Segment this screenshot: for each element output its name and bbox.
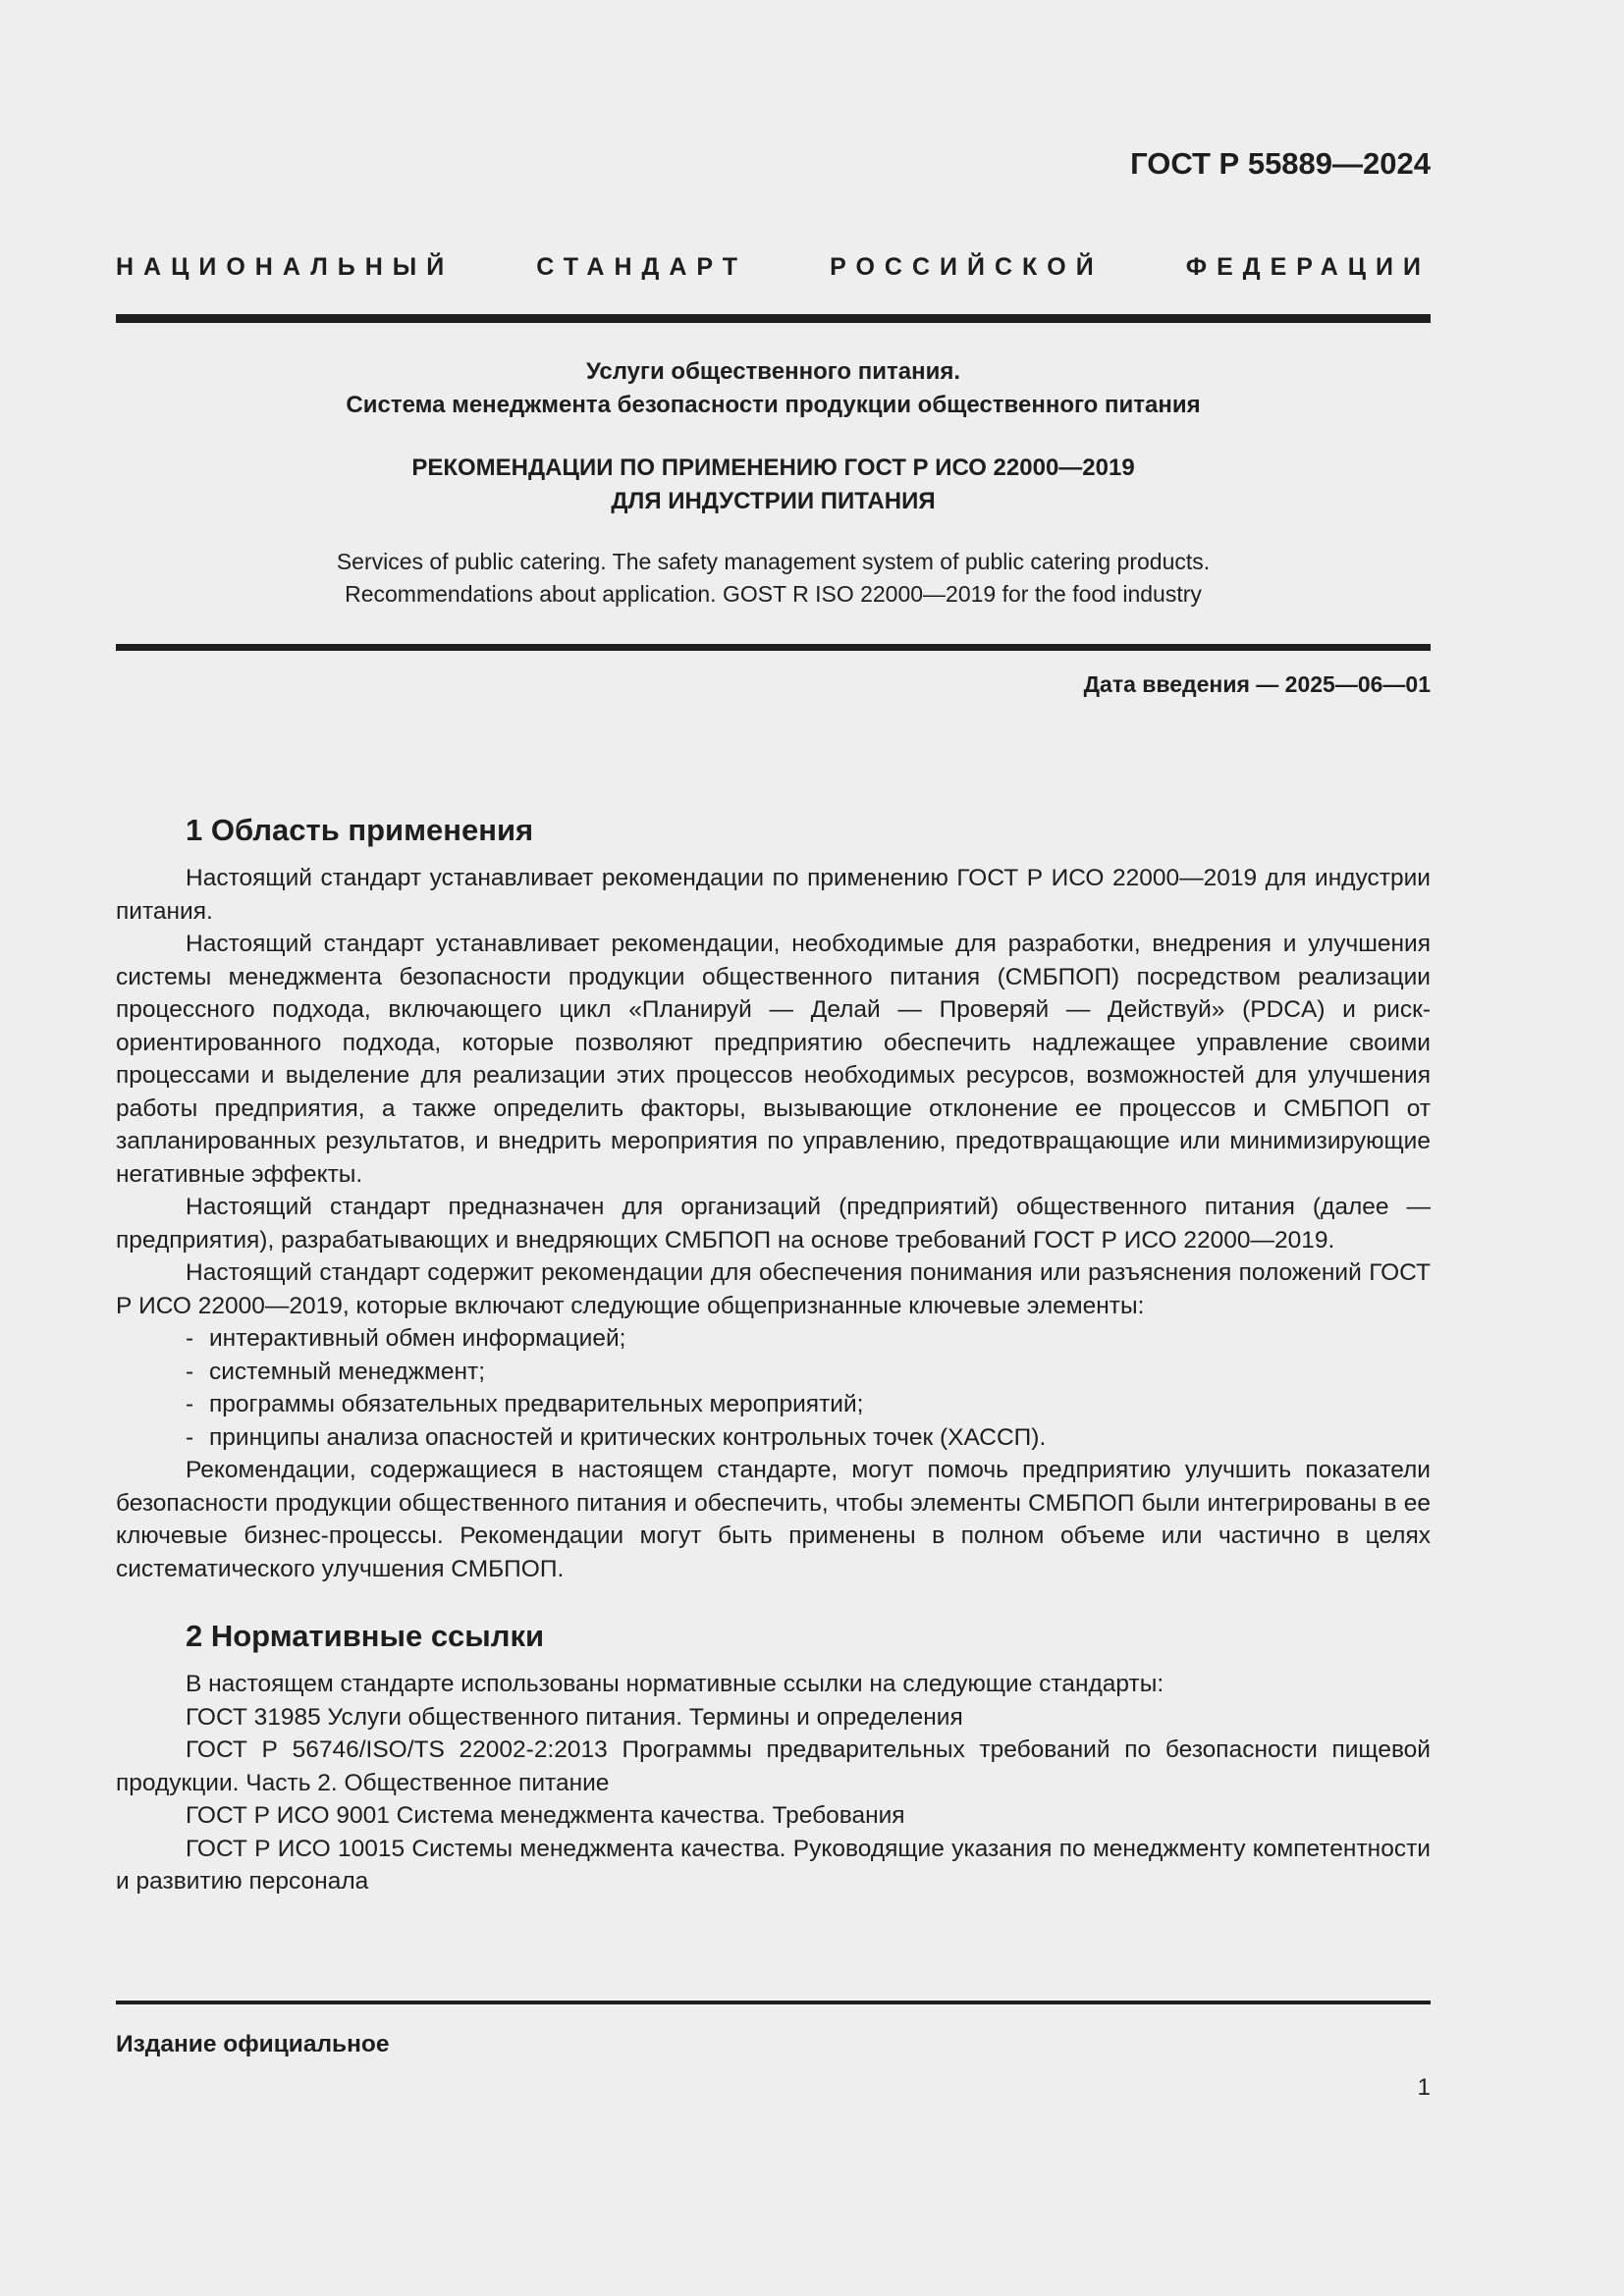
section-2-heading: 2 Нормативные ссылки <box>186 1619 545 1653</box>
header-rule-top <box>116 314 1431 323</box>
list-item <box>116 1421 1431 1455</box>
normative-reference: ГОСТ Р 56746/ISO/TS 22002-2:2013 Программы предварительных требований по безопасности пищевой продукции. Часть 2. Общественное питание <box>116 1736 1431 1796</box>
national-standard-title: НАЦИОНАЛЬНЫЙ СТАНДАРТ РОССИЙСКОЙ ФЕДЕРАЦИИ <box>116 253 1431 281</box>
list-item-text: принципы анализа опасностей и критических контрольных точек (ХАССП). <box>209 1423 1047 1451</box>
section-1-paragraph: Настоящий стандарт устанавливает рекомендации, необходимые для разработки, внедрения и улучшения системы менеджмента безопасности продукции общественного питания (СМБПОП) посредством реализации процессного подхода, включающего цикл «Планируй — Делай — Проверяй — Действуй» (PDCA) и риск-ориентированного подхода, которые позволяют предприятию обеспечить надлежащее управление своими процессами и выделение для реализации этих процессов необходимых ресурсов, возможностей для улучшения работы предприятия, а также определить факторы, вызывающие отклонение ее процессов и СМБПОП от запланированных результатов, и внедрить мероприятия по управлению, предотвращающие или минимизирующие негативные эффекты. <box>116 931 1431 1188</box>
list-item <box>116 1322 1431 1356</box>
title-en-line-2: Recommendations about application. GOST R ISO 22000—2019 for the food industry <box>345 581 1202 607</box>
title-en-line-1: Services of public catering. The safety management system of public catering products. <box>336 549 1211 574</box>
footer-rule <box>116 2001 1431 2004</box>
page-number: 1 <box>1417 2074 1431 2101</box>
edition-label: Издание официальное <box>116 2031 390 2057</box>
normative-reference: ГОСТ 31985 Услуги общественного питания. Термины и определения <box>186 1703 963 1731</box>
title-caps-line-1: РЕКОМЕНДАЦИИ ПО ПРИМЕНЕНИЮ ГОСТ Р ИСО 22000—2019 <box>411 454 1135 481</box>
list-item <box>116 1388 1431 1421</box>
list-item-text: системный менеджмент; <box>209 1358 486 1385</box>
section-1-paragraph: Настоящий стандарт предназначен для организаций (предприятий) общественного питания (далее — предприятия), разрабатывающих и внедряющих СМБПОП на основе требований ГОСТ Р ИСО 22000—2019. <box>116 1194 1431 1254</box>
section-2-intro: В настоящем стандарте использованы нормативные ссылки на следующие стандарты: <box>186 1671 1164 1697</box>
document-title-caps <box>116 452 1431 518</box>
list-dash: - <box>186 1358 194 1385</box>
list-dash: - <box>186 1325 194 1352</box>
list-dash: - <box>186 1423 194 1451</box>
section-1-paragraph: Настоящий стандарт содержит рекомендации для обеспечения понимания или разъяснения положений ГОСТ Р ИСО 22000—2019, которые включают следующие общепризнанные ключевые элементы: <box>116 1259 1431 1319</box>
document-body <box>116 811 1431 1898</box>
section-1-heading: 1 Область применения <box>186 813 534 847</box>
normative-reference: ГОСТ Р ИСО 9001 Система менеджмента качества. Требования <box>186 1802 905 1829</box>
list-item-text: программы обязательных предварительных мероприятий; <box>209 1391 864 1417</box>
title-caps-line-2: ДЛЯ ИНДУСТРИИ ПИТАНИЯ <box>611 488 936 514</box>
section-1-paragraph: Рекомендации, содержащиеся в настоящем стандарте, могут помочь предприятию улучшить показатели безопасности продукции общественного питания и обеспечить, чтобы элементы СМБПОП были интегрированы в ее ключевые бизнес-процессы. Рекомендации могут быть применены в полном объеме или частично в целях систематического улучшения СМБПОП. <box>116 1457 1431 1582</box>
section-1-paragraph: Настоящий стандарт устанавливает рекомендации по применению ГОСТ Р ИСО 22000—2019 для индустрии питания. <box>116 865 1431 925</box>
title-ru-line-1: Услуги общественного питания. <box>585 358 961 385</box>
header-rule-bottom <box>116 644 1431 651</box>
list-item-text: интерактивный обмен информацией; <box>209 1325 626 1352</box>
standard-number: ГОСТ Р 55889—2024 <box>1130 146 1431 181</box>
list-item <box>116 1356 1431 1389</box>
title-ru-line-2: Система менеджмента безопасности продукции общественного питания <box>346 392 1201 418</box>
list-dash: - <box>186 1391 194 1417</box>
introduction-date: Дата введения — 2025—06—01 <box>1083 671 1431 697</box>
document-title-ru <box>116 355 1431 422</box>
normative-reference: ГОСТ Р ИСО 10015 Системы менеджмента качества. Руководящие указания по менеджменту компетентности и развитию персонала <box>116 1835 1431 1895</box>
document-title-en <box>116 546 1431 611</box>
